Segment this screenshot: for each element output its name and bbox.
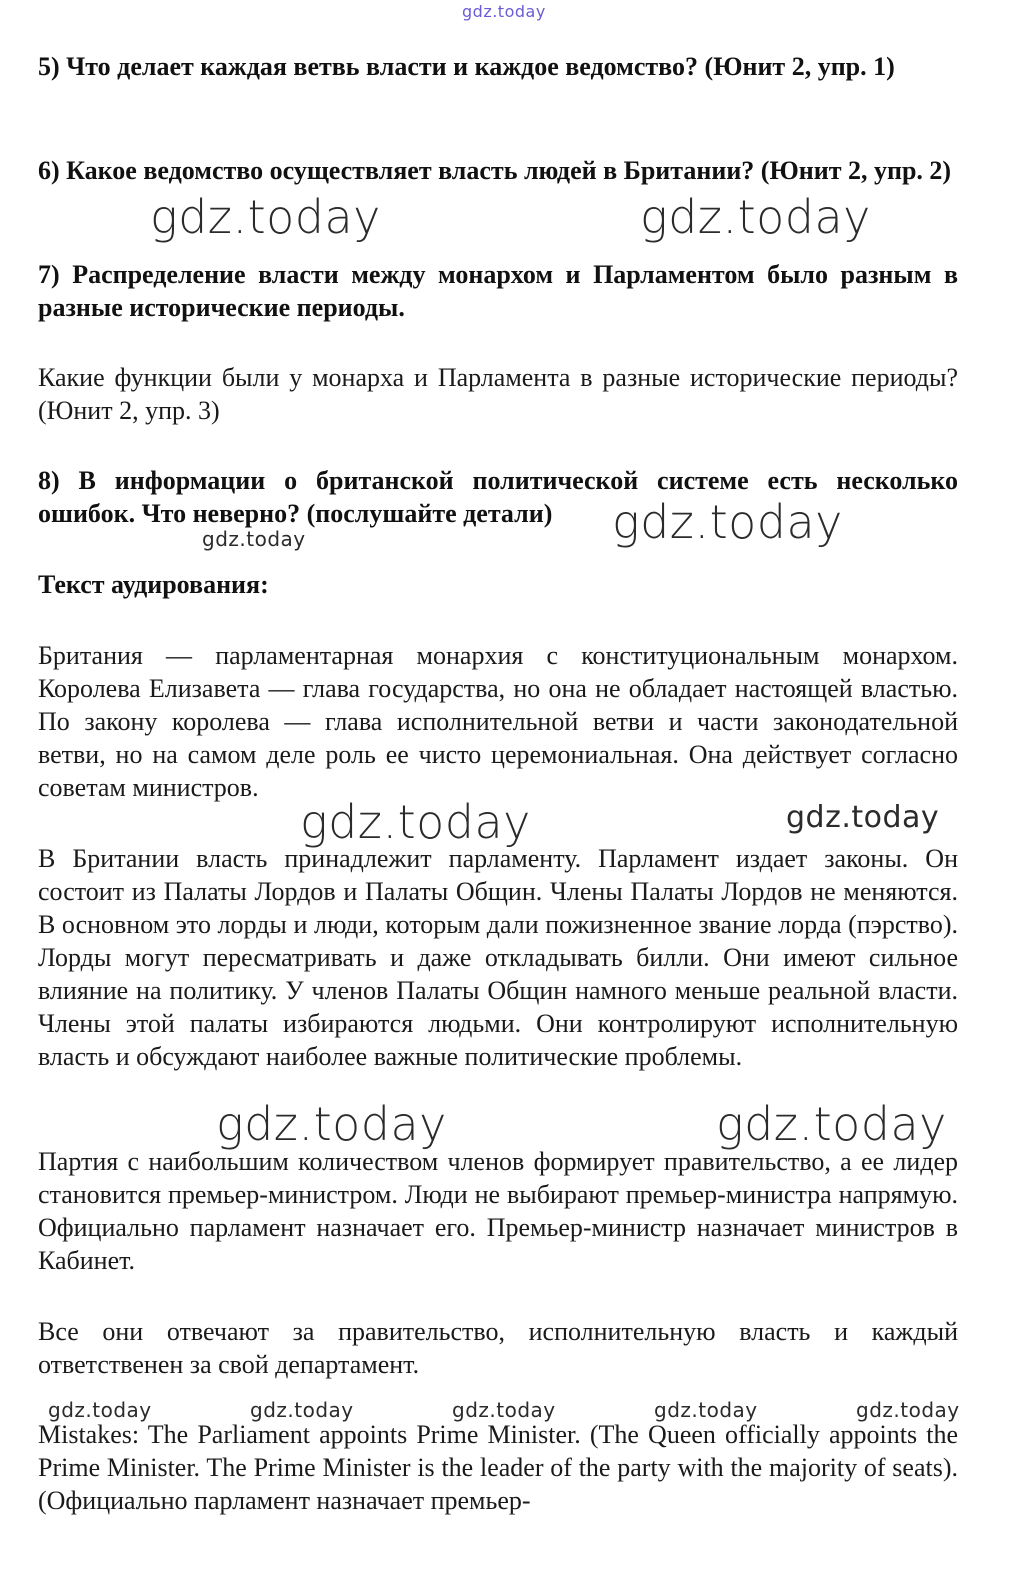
watermark: gdz.today	[48, 1398, 152, 1422]
listening-paragraph-3: Партия с наибольшим количеством членов формирует правительство, а ее лидер становится премьер-министром. Люди не выбирают премьер-министра напрямую. Официально парламент назначает его. Премьер-министр назначает министров в Кабинет.	[38, 1147, 958, 1275]
question-7: 7) Распределение власти между монархом и Парламентом было разным в разные исторические периоды.	[38, 260, 958, 322]
question-7-subtext: Какие функции были у монарха и Парламента в разные исторические периоды? (Юнит 2, упр. 3)	[38, 363, 958, 425]
watermark: gdz.today	[250, 1398, 354, 1422]
watermark: gdz.today	[654, 1398, 758, 1422]
question-8: 8) В информации о британской политической системе есть несколько ошибок. Что неверно? (послушайте детали)	[38, 466, 958, 528]
mistakes-paragraph: Mistakes: The Parliament appoints Prime Minister. (The Queen officially appoints the Prime Minister. The Prime Minister is the leader of the party with the majority of seats). (Официально парламент назначает премьер-	[38, 1420, 958, 1515]
watermark: gdz.today	[452, 1398, 556, 1422]
watermark: gdz.today	[640, 190, 871, 244]
listening-paragraph-4: Все они отвечают за правительство, исполнительную власть и каждый ответственен за свой департамент.	[38, 1317, 958, 1379]
watermark: gdz.today	[300, 795, 531, 849]
listening-paragraph-2: В Британии власть принадлежит парламенту. Парламент издает законы. Он состоит из Палаты Лордов и Палаты Общин. Члены Палаты Лордов не меняются. В основном это лорды и люди, которым дали пожизненное звание лорда (пэрство). Лорды могут пересматривать и даже откладывать билли. Они имеют сильное влияние на политику. У членов Палаты Общин намного меньше реальной власти. Члены этой палаты избираются людьми. Они контролируют исполнительную власть и обсуждают наиболее важные политические проблемы.	[38, 844, 958, 1071]
listening-title: Текст аудирования:	[38, 570, 269, 599]
watermark: gdz.today	[856, 1398, 960, 1422]
question-5: 5) Что делает каждая ветвь власти и каждое ведомство? (Юнит 2, упр. 1)	[38, 52, 895, 81]
watermark: gdz.today	[786, 800, 940, 835]
watermark: gdz.today	[150, 190, 381, 244]
watermark: gdz.today	[716, 1097, 947, 1151]
watermark: gdz.today	[216, 1097, 447, 1151]
watermark: gdz.today	[612, 495, 843, 549]
watermark: gdz.today	[202, 527, 306, 551]
question-6: 6) Какое ведомство осуществляет власть людей в Британии? (Юнит 2, упр. 2)	[38, 156, 952, 185]
listening-paragraph-1: Британия — парламентарная монархия с конституциональным монархом. Королева Елизавета — глава государства, но она не обладает настоящей властью. По закону королева — глава исполнительной ветви и части законодательной ветви, но на самом деле роль ее чисто церемониальная. Она действует согласно советам министров.	[38, 641, 958, 802]
watermark-top: gdz.today	[462, 2, 546, 21]
